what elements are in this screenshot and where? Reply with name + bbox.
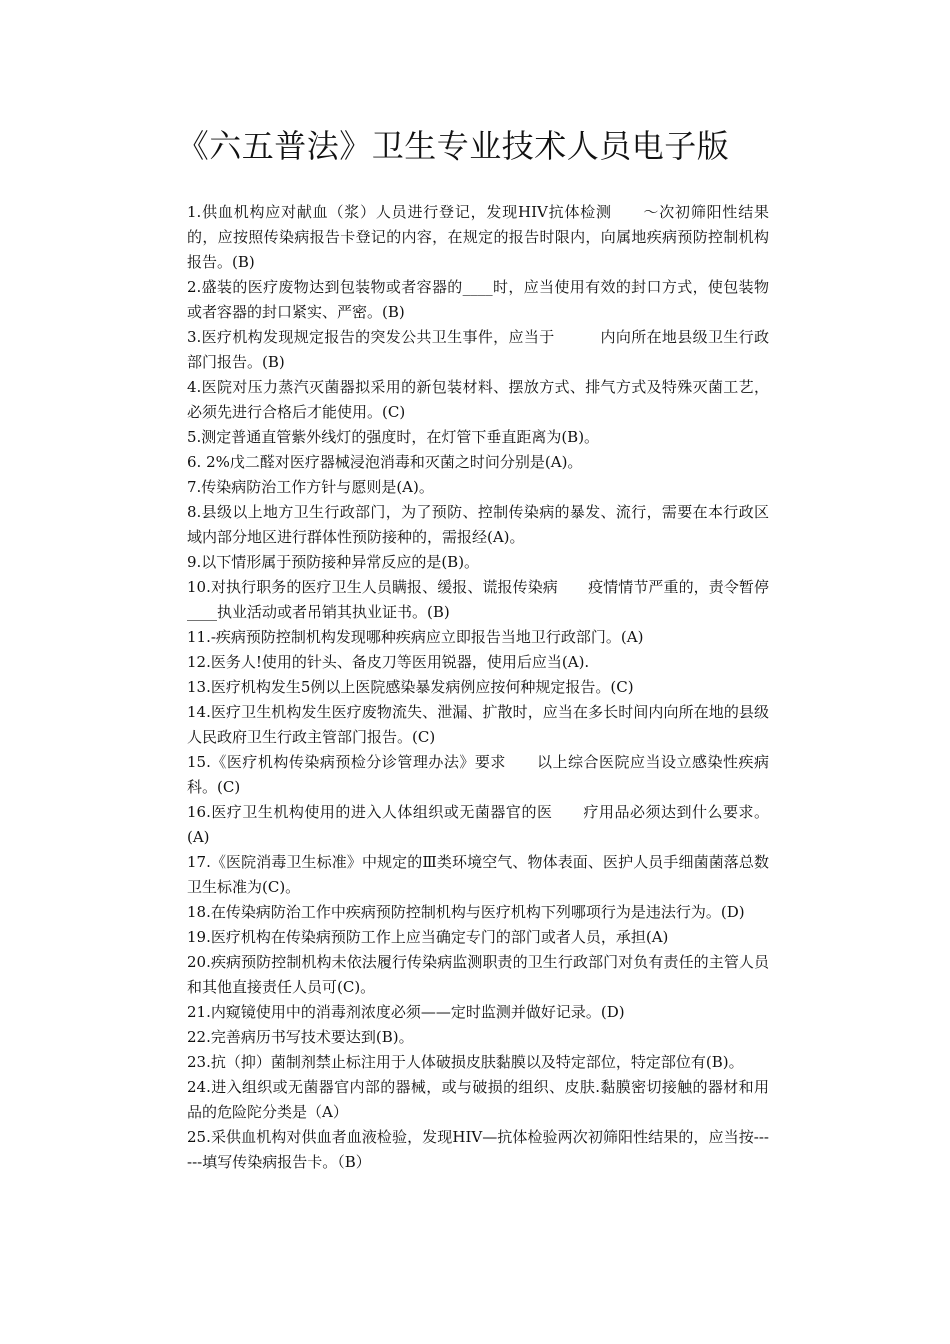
question-item: 4.医院对压力蒸汽灭菌器拟采用的新包装材料、摆放方式、排气方式及特殊灭菌工艺，必须先进行合格后才能使用。(C) [187, 378, 769, 421]
question-item: 8.县级以上地方卫生行政部门，为了预防、控制传染病的暴发、流行，需要在本行政区域内部分地区进行群体性预防接种的，需报经(A)。 [187, 503, 769, 546]
question-item: 19.医疗机构在传染病预防工作上应当确定专门的部门或者人员，承担(A) [187, 928, 669, 946]
question-item: 9.以下情形属于预防接种异常反应的是(B)。 [187, 553, 480, 571]
question-item: 6. 2%戊二醛对医疗器械浸泡消毒和灭菌之时问分别是(A)。 [187, 453, 583, 471]
question-item: 25.采供血机构对供血者血液检验，发现HIV—抗体检验两次初筛阳性结果的，应当按------填写传染病报告卡。（B） [187, 1128, 769, 1171]
document-title: 《六五普法》卫生专业技术人员电子版 [176, 127, 730, 165]
question-item: 2.盛装的医疗废物达到包装物或者容器的____时，应当使用有效的封口方式，使包装物或者容器的封口紧实、严密。(B) [187, 278, 769, 321]
question-item: 20.疾病预防控制机构未依法履行传染病监测职责的卫生行政部门对负有责任的主管人员和其他直接责任人员可(C)。 [187, 953, 769, 996]
question-item: 21.内窥镜使用中的消毒剂浓度必须——定时监测并做好记录。(D) [187, 1003, 625, 1021]
question-item: 23.抗（抑）菌制剂禁止标注用于人体破损皮肤黏膜以及特定部位，特定部位有(B)。 [187, 1053, 744, 1071]
question-item: 5.测定普通直管紫外线灯的强度时，在灯管下垂直距离为(B)。 [187, 428, 600, 446]
question-list [187, 200, 769, 1175]
question-item: 16.医疗卫生机构使用的进入人体组织或无菌器官的医 疗用品必须达到什么要求。(A) [187, 803, 769, 846]
question-item: 24.进入组织或无菌器官内部的器械，或与破损的组织、皮肤.黏膜密切接触的器材和用品的危险陀分类是（A） [187, 1078, 769, 1121]
question-item: 17.《医院消毒卫生标准》中规定的Ⅲ类环境空气、物体表面、医护人员手细菌菌落总数卫生标准为(C)。 [187, 853, 769, 896]
question-item: 11.-疾病预防控制机构发现哪种疾病应立即报告当地卫行政部门。(A) [187, 628, 644, 646]
question-item: 14.医疗卫生机构发生医疗废物流失、泄漏、扩散时，应当在多长时间内向所在地的县级人民政府卫生行政主管部门报告。(C) [187, 703, 769, 746]
question-item: 12.医务人!使用的针头、备皮刀等医用锐器，使用后应当(A). [187, 653, 590, 671]
question-item: 10.对执行职务的医疗卫生人员瞒报、缓报、谎报传染病 疫情情节严重的，责令暂停____执业活动或者吊销其执业证书。(B) [187, 578, 769, 621]
question-item: 1.供血机构应对献血（浆）人员进行登记，发现HIV抗体检测 ～次初筛阳性结果的，应按照传染病报告卡登记的内容，在规定的报告时限内，向属地疾病预防控制机构报告。(B) [187, 203, 769, 271]
question-item: 3.医疗机构发现规定报告的突发公共卫生事件，应当于 内向所在地县级卫生行政部门报告。(B) [187, 328, 769, 371]
question-item: 7.传染病防治工作方针与愿则是(A)。 [187, 478, 434, 496]
question-item: 18.在传染病防治工作中疾病预防控制机构与医疗机构下列哪项行为是违法行为。(D) [187, 903, 745, 921]
question-item: 22.完善病历书写技术要达到(B)。 [187, 1028, 414, 1046]
question-item: 15.《医疗机构传染病预检分诊管理办法》要求 以上综合医院应当设立感染性疾病科。(C) [187, 753, 769, 796]
question-item: 13.医疗机构发生5例以上医院感染暴发病例应按何种规定报告。(C) [187, 678, 634, 696]
